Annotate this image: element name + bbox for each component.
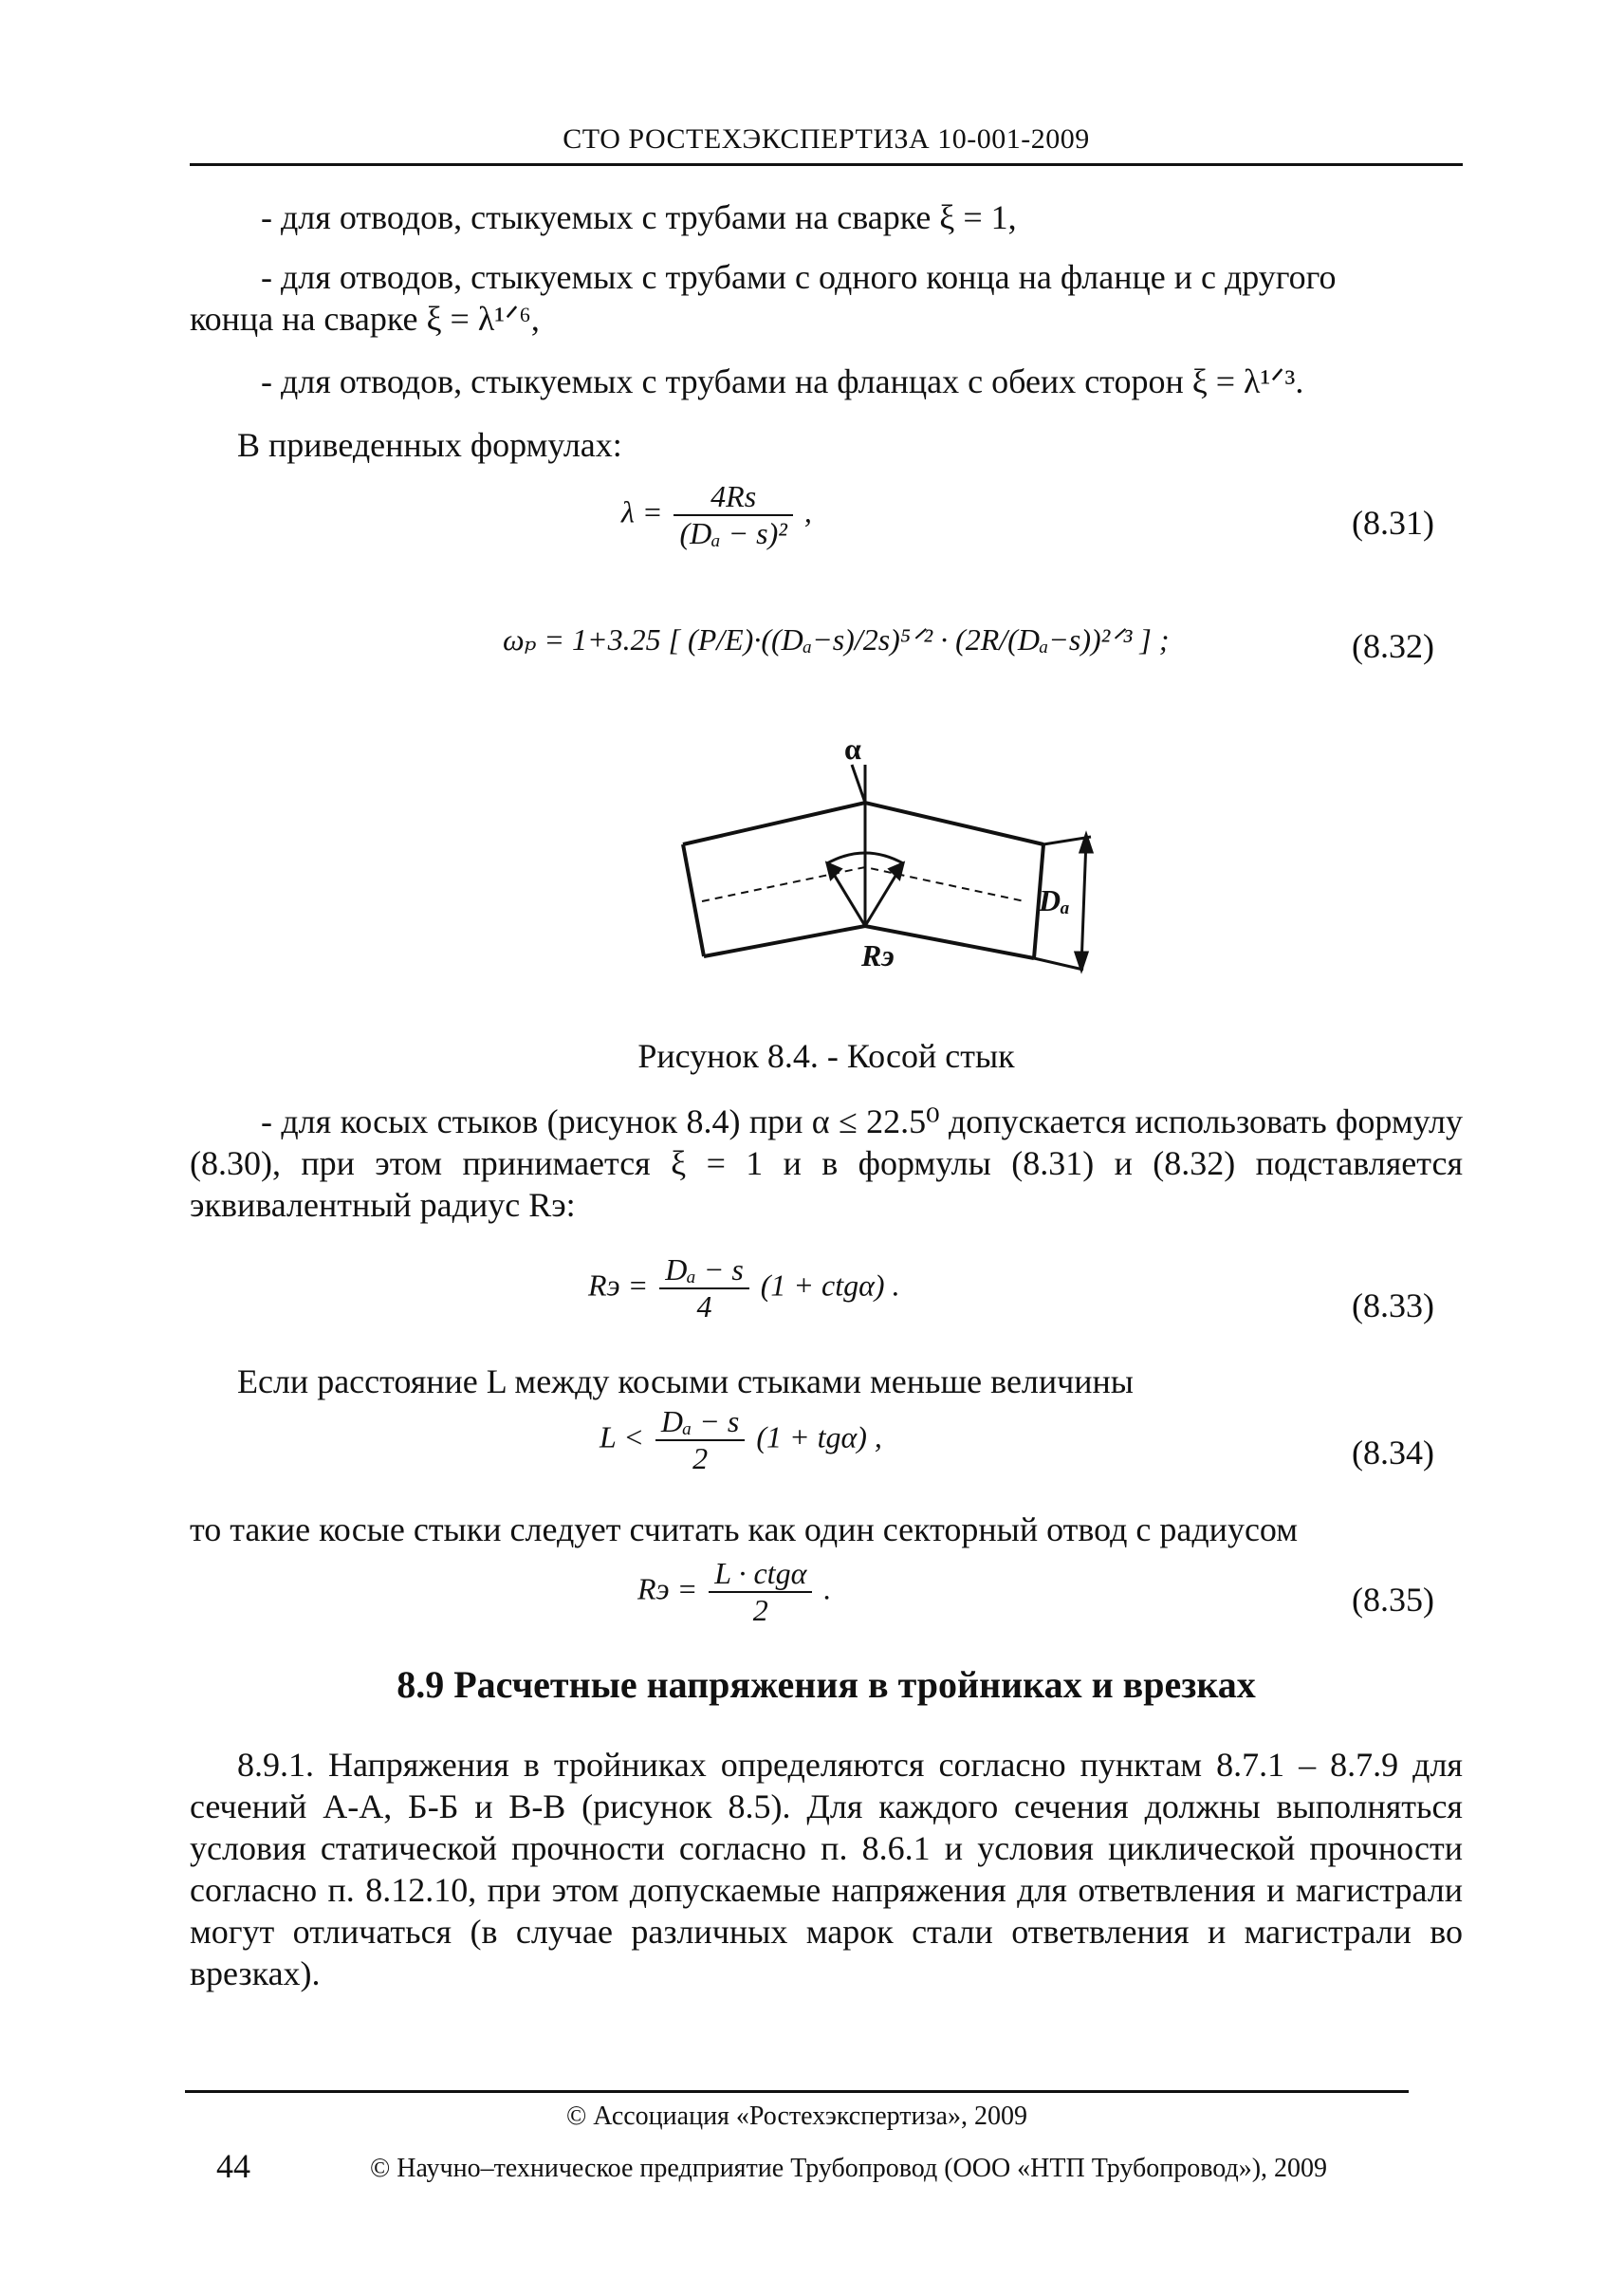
- eq834-lhs: L <: [600, 1419, 644, 1454]
- figure-oblique-joint: [664, 740, 1119, 1015]
- eq834-number: (8.34): [1352, 1434, 1434, 1472]
- footer-rule: [185, 2090, 1409, 2093]
- eq834-fraction: [655, 1404, 746, 1476]
- eq835-number: (8.35): [1352, 1581, 1434, 1619]
- eq831-tail: ,: [803, 494, 812, 529]
- paragraph-oblique-joints: - для косых стыков (рисунок 8.4) при α ≤ 22.5⁰ допускается использовать формулу (8.30), при этом принимается ξ = 1 и в формулы (8.31) и (8.32) подставляется эквивалентный радиус Rэ:: [190, 1102, 1463, 1224]
- eq835-lhs: Rэ =: [637, 1571, 698, 1606]
- alpha-marker: [852, 765, 865, 803]
- equation-8-32: [503, 621, 1170, 657]
- eq833-fraction: [659, 1252, 749, 1324]
- eq833-denominator: 4: [696, 1289, 712, 1324]
- eq831-fraction: [674, 479, 792, 551]
- page-header: СТО РОСТЕХЭКСПЕРТИЗА 10-001-2009: [563, 123, 1090, 155]
- equation-8-33: [588, 1252, 900, 1324]
- equation-8-34: [600, 1404, 882, 1476]
- equation-8-31: [621, 479, 812, 551]
- eq833-tail: (1 + ctgα) .: [760, 1268, 900, 1303]
- pipe-top-edge: [683, 803, 1043, 844]
- section-heading: 8.9 Расчетные напряжения в тройниках и врезках: [397, 1663, 1256, 1706]
- eq833-numerator: Dₐ − s: [659, 1252, 749, 1289]
- pipe-outline: [683, 803, 1043, 958]
- paragraph-sector-bend: то такие косые стыки следует считать как один секторный отвод с радиусом: [190, 1510, 1299, 1548]
- eq831-denominator: (Dₐ − s)²: [679, 516, 787, 550]
- paragraph-distance: Если расстояние L между косыми стыками меньше величины: [237, 1362, 1134, 1400]
- pipe-left-end: [683, 844, 704, 956]
- eq834-numerator: Dₐ − s: [655, 1404, 746, 1441]
- equation-8-35: [637, 1556, 831, 1628]
- footer-copyright-ntp: © Научно–техническое предприятие Трубопровод (ООО «НТП Трубопровод»), 2009: [370, 2154, 1328, 2183]
- eq835-fraction: [709, 1556, 812, 1628]
- paragraph-8-9-1: 8.9.1. Напряжения в тройниках определяются согласно пунктам 8.7.1 – 8.7.9 для сечений А-А, Б-Б и В-В (рисунок 8.5). Для каждого сечения должны выполняться условия статической прочности согласно п. 8.6.1 и условия циклической прочности согласно п. 8.12.10, при этом допускаемые напряжения для ответвления и магистрали могут отличаться (в случае различных марок стали ответвления и магистрали во врезках).: [190, 1746, 1463, 1992]
- eq835-denominator: 2: [752, 1593, 768, 1627]
- eq833-number: (8.33): [1352, 1287, 1434, 1324]
- eq834-denominator: 2: [692, 1441, 709, 1475]
- diameter-label: Dₐ: [1039, 883, 1070, 917]
- eq832-body: [ (P/E)·((Dₐ−s)/2s)⁵ᐟ² · (2R/(Dₐ−s))²ᐟ³ ] ;: [668, 622, 1170, 657]
- eq834-tail: (1 + tgα) ,: [756, 1419, 882, 1454]
- page-number: 44: [216, 2147, 250, 2185]
- bullet-flange-weld-line2: конца на сварке ξ = λ¹ᐟ⁶,: [190, 300, 540, 338]
- radius-label: Rэ: [861, 938, 895, 972]
- pipe-axis: [702, 867, 1024, 901]
- bullet-flanged: - для отводов, стыкуемых с трубами на фланцах с обеих сторон ξ = λ¹ᐟ³.: [261, 362, 1304, 400]
- eq831-number: (8.31): [1352, 504, 1434, 542]
- eq835-numerator: L · ctgα: [709, 1556, 812, 1593]
- alpha-label: α: [844, 740, 861, 766]
- eq832-lhs: ωₚ = 1+3.25: [503, 622, 661, 657]
- header-rule: [190, 163, 1463, 166]
- eq831-lhs: λ =: [621, 494, 663, 529]
- eq835-tail: .: [823, 1571, 832, 1606]
- bullet-welded: - для отводов, стыкуемых с трубами на сварке ξ = 1,: [261, 198, 1017, 236]
- figure-caption: Рисунок 8.4. - Косой стык: [637, 1037, 1015, 1075]
- bullet-flange-weld-line1: - для отводов, стыкуемых с трубами с одного конца на фланце и с другого: [261, 258, 1337, 296]
- eq833-lhs: Rэ =: [588, 1268, 649, 1303]
- intro-formulas: В приведенных формулах:: [237, 426, 622, 464]
- eq832-number: (8.32): [1352, 627, 1434, 665]
- footer-copyright-association: © Ассоциация «Ростехэкспертиза», 2009: [566, 2102, 1027, 2131]
- eq831-numerator: 4Rs: [674, 479, 792, 516]
